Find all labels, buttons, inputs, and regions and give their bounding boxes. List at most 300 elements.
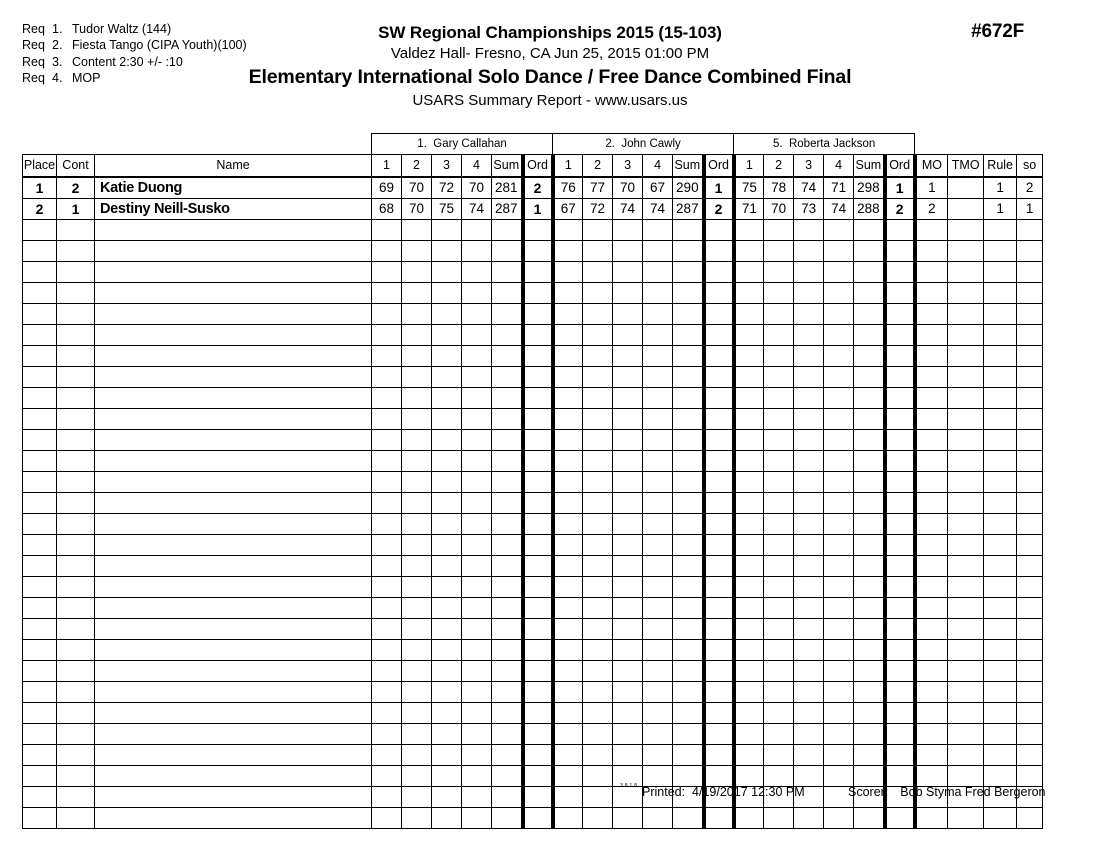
empty-table-row[interactable]	[23, 807, 1043, 828]
empty-cell	[1017, 597, 1043, 618]
empty-cell	[673, 240, 704, 261]
empty-cell	[764, 618, 794, 639]
empty-cell	[372, 408, 402, 429]
empty-cell	[885, 555, 915, 576]
empty-cell	[948, 534, 984, 555]
empty-cell	[95, 534, 372, 555]
empty-cell	[523, 681, 553, 702]
empty-cell	[984, 744, 1017, 765]
empty-cell	[794, 303, 824, 324]
empty-cell	[673, 429, 704, 450]
empty-cell	[854, 513, 885, 534]
empty-table-row[interactable]	[23, 702, 1043, 723]
empty-cell	[95, 807, 372, 828]
empty-cell	[734, 240, 764, 261]
empty-cell	[885, 576, 915, 597]
cell-j3-sum: 298	[854, 177, 885, 199]
empty-cell	[432, 450, 462, 471]
empty-cell	[673, 282, 704, 303]
empty-table-row[interactable]	[23, 345, 1043, 366]
empty-cell	[523, 660, 553, 681]
empty-cell	[613, 660, 643, 681]
empty-cell	[643, 387, 673, 408]
empty-table-row[interactable]	[23, 555, 1043, 576]
col-header-j3-sum: Sum	[854, 154, 885, 177]
empty-cell	[462, 303, 492, 324]
empty-cell	[523, 492, 553, 513]
cell-j3-s2: 78	[764, 177, 794, 199]
empty-cell	[794, 597, 824, 618]
col-header-j1-sum: Sum	[492, 154, 523, 177]
empty-cell	[984, 219, 1017, 240]
empty-cell	[885, 408, 915, 429]
empty-cell	[523, 324, 553, 345]
empty-cell	[492, 702, 523, 723]
empty-cell	[854, 618, 885, 639]
empty-cell	[948, 597, 984, 618]
empty-cell	[915, 219, 948, 240]
empty-cell	[402, 408, 432, 429]
empty-cell	[583, 639, 613, 660]
empty-cell	[643, 366, 673, 387]
cell-rule: 1	[984, 198, 1017, 219]
empty-cell	[643, 513, 673, 534]
col-header-j3-s1: 1	[734, 154, 764, 177]
empty-table-row[interactable]	[23, 219, 1043, 240]
requirement-text: Content 2:30 +/- :10	[72, 54, 183, 69]
empty-cell	[854, 702, 885, 723]
cell-j3-sum: 288	[854, 198, 885, 219]
empty-cell	[432, 744, 462, 765]
empty-cell	[1017, 303, 1043, 324]
col-header-mo: MO	[915, 154, 948, 177]
empty-cell	[57, 219, 95, 240]
empty-cell	[794, 345, 824, 366]
empty-cell	[915, 513, 948, 534]
empty-cell	[23, 807, 57, 828]
empty-table-row[interactable]	[23, 450, 1043, 471]
empty-table-row[interactable]	[23, 534, 1043, 555]
empty-cell	[673, 345, 704, 366]
empty-cell	[372, 618, 402, 639]
empty-cell	[462, 450, 492, 471]
empty-cell	[372, 387, 402, 408]
empty-cell	[95, 387, 372, 408]
requirement-number: 4.	[52, 71, 63, 86]
empty-cell	[553, 576, 583, 597]
cell-j2-s1: 67	[553, 198, 583, 219]
empty-cell	[824, 408, 854, 429]
empty-cell	[734, 660, 764, 681]
empty-cell	[95, 450, 372, 471]
cell-j3-s4: 74	[824, 198, 854, 219]
empty-cell	[462, 723, 492, 744]
empty-cell	[824, 387, 854, 408]
empty-table-row[interactable]	[23, 324, 1043, 345]
empty-cell	[613, 513, 643, 534]
empty-cell	[824, 513, 854, 534]
empty-cell	[854, 534, 885, 555]
judge-number: 5.	[772, 137, 783, 150]
empty-cell	[23, 618, 57, 639]
col-header-rule: Rule	[984, 154, 1017, 177]
empty-cell	[704, 534, 734, 555]
empty-cell	[492, 303, 523, 324]
empty-cell	[523, 408, 553, 429]
empty-cell	[372, 471, 402, 492]
empty-cell	[915, 366, 948, 387]
empty-cell	[492, 240, 523, 261]
empty-cell	[402, 660, 432, 681]
empty-table-row[interactable]	[23, 387, 1043, 408]
empty-cell	[57, 597, 95, 618]
empty-cell	[1017, 324, 1043, 345]
empty-cell	[854, 408, 885, 429]
empty-cell	[824, 597, 854, 618]
col-header-j2-ord: Ord	[704, 154, 734, 177]
col-header-j1-s2: 2	[402, 154, 432, 177]
empty-cell	[583, 345, 613, 366]
empty-cell	[402, 282, 432, 303]
empty-cell	[824, 471, 854, 492]
empty-cell	[57, 744, 95, 765]
empty-table-row[interactable]	[23, 597, 1043, 618]
empty-cell	[432, 345, 462, 366]
empty-cell	[462, 618, 492, 639]
empty-table-row[interactable]	[23, 681, 1043, 702]
empty-table-row[interactable]	[23, 660, 1043, 681]
report-subtitle: USARS Summary Report - www.usars.us	[412, 92, 688, 109]
empty-cell	[95, 261, 372, 282]
empty-cell	[984, 597, 1017, 618]
empty-cell	[824, 681, 854, 702]
empty-cell	[583, 555, 613, 576]
empty-cell	[984, 345, 1017, 366]
empty-cell	[95, 576, 372, 597]
empty-cell	[764, 723, 794, 744]
empty-cell	[462, 597, 492, 618]
empty-cell	[523, 744, 553, 765]
empty-cell	[734, 534, 764, 555]
empty-table-row[interactable]	[23, 513, 1043, 534]
table-row[interactable]	[23, 198, 1043, 219]
empty-cell	[734, 681, 764, 702]
empty-cell	[492, 324, 523, 345]
empty-cell	[1017, 282, 1043, 303]
empty-cell	[95, 219, 372, 240]
empty-cell	[948, 240, 984, 261]
empty-cell	[523, 534, 553, 555]
empty-cell	[704, 387, 734, 408]
cell-j2-s4: 74	[643, 198, 673, 219]
empty-cell	[764, 513, 794, 534]
empty-cell	[583, 366, 613, 387]
empty-cell	[613, 807, 643, 828]
empty-cell	[57, 471, 95, 492]
empty-cell	[764, 471, 794, 492]
empty-cell	[673, 324, 704, 345]
empty-cell	[583, 744, 613, 765]
empty-cell	[1017, 408, 1043, 429]
empty-cell	[57, 450, 95, 471]
printed-label: Printed:	[642, 785, 686, 799]
cell-mo: 2	[915, 198, 948, 219]
empty-cell	[794, 429, 824, 450]
empty-cell	[372, 723, 402, 744]
empty-cell	[984, 450, 1017, 471]
cell-j1-sum: 287	[492, 198, 523, 219]
empty-cell	[553, 429, 583, 450]
empty-cell	[462, 240, 492, 261]
cell-j3-s3: 74	[794, 177, 824, 199]
empty-cell	[462, 345, 492, 366]
empty-cell	[523, 429, 553, 450]
col-header-place: Place	[23, 154, 57, 177]
empty-cell	[734, 576, 764, 597]
empty-cell	[734, 513, 764, 534]
empty-cell	[583, 471, 613, 492]
empty-cell	[824, 702, 854, 723]
empty-cell	[854, 303, 885, 324]
empty-cell	[492, 576, 523, 597]
empty-cell	[583, 681, 613, 702]
empty-cell	[673, 618, 704, 639]
empty-cell	[57, 723, 95, 744]
empty-cell	[794, 387, 824, 408]
empty-cell	[23, 303, 57, 324]
empty-table-row[interactable]	[23, 240, 1043, 261]
empty-cell	[613, 492, 643, 513]
requirement-text: Fiesta Tango (CIPA Youth)(100)	[72, 38, 247, 53]
empty-cell	[492, 618, 523, 639]
empty-cell	[673, 534, 704, 555]
empty-cell	[854, 429, 885, 450]
empty-cell	[57, 618, 95, 639]
empty-cell	[704, 807, 734, 828]
empty-cell	[523, 387, 553, 408]
empty-cell	[492, 597, 523, 618]
empty-cell	[553, 240, 583, 261]
empty-cell	[854, 282, 885, 303]
empty-cell	[462, 639, 492, 660]
empty-cell	[432, 534, 462, 555]
cell-j1-s4: 70	[462, 177, 492, 199]
empty-cell	[764, 303, 794, 324]
empty-cell	[794, 723, 824, 744]
empty-cell	[794, 618, 824, 639]
empty-cell	[824, 450, 854, 471]
empty-cell	[23, 366, 57, 387]
empty-cell	[734, 429, 764, 450]
empty-cell	[57, 387, 95, 408]
empty-cell	[854, 555, 885, 576]
empty-cell	[734, 639, 764, 660]
empty-table-row[interactable]	[23, 303, 1043, 324]
empty-cell	[95, 282, 372, 303]
cell-j1-s4: 74	[462, 198, 492, 219]
empty-cell	[23, 408, 57, 429]
empty-cell	[885, 429, 915, 450]
empty-cell	[57, 702, 95, 723]
empty-cell	[432, 471, 462, 492]
judge-number: 2.	[605, 137, 615, 150]
empty-cell	[984, 492, 1017, 513]
empty-cell	[794, 534, 824, 555]
empty-cell	[613, 366, 643, 387]
empty-table-row[interactable]	[23, 408, 1043, 429]
cell-j1-s1: 68	[372, 198, 402, 219]
empty-cell	[372, 534, 402, 555]
empty-cell	[734, 408, 764, 429]
empty-cell	[553, 471, 583, 492]
empty-cell	[824, 807, 854, 828]
empty-table-row[interactable]	[23, 471, 1043, 492]
empty-cell	[824, 618, 854, 639]
empty-cell	[794, 660, 824, 681]
cell-j3-ord: 2	[885, 198, 915, 219]
cell-j1-ord: 1	[523, 198, 553, 219]
empty-cell	[462, 492, 492, 513]
cell-cont: 1	[57, 198, 95, 219]
empty-cell	[57, 408, 95, 429]
empty-table-row[interactable]	[23, 366, 1043, 387]
empty-cell	[523, 618, 553, 639]
empty-cell	[462, 429, 492, 450]
empty-cell	[553, 723, 583, 744]
empty-cell	[915, 534, 948, 555]
empty-cell	[885, 660, 915, 681]
empty-cell	[372, 450, 402, 471]
empty-cell	[984, 702, 1017, 723]
empty-cell	[372, 639, 402, 660]
empty-cell	[643, 450, 673, 471]
empty-cell	[948, 450, 984, 471]
empty-table-row[interactable]	[23, 744, 1043, 765]
empty-cell	[915, 576, 948, 597]
empty-cell	[372, 555, 402, 576]
empty-cell	[984, 618, 1017, 639]
empty-cell	[372, 429, 402, 450]
empty-cell	[885, 723, 915, 744]
empty-cell	[95, 702, 372, 723]
empty-cell	[613, 744, 643, 765]
empty-cell	[583, 576, 613, 597]
empty-cell	[583, 513, 613, 534]
empty-cell	[673, 492, 704, 513]
empty-cell	[984, 240, 1017, 261]
cell-j1-ord: 2	[523, 177, 553, 199]
empty-cell	[95, 513, 372, 534]
empty-cell	[885, 471, 915, 492]
empty-cell	[948, 555, 984, 576]
cell-j2-s1: 76	[553, 177, 583, 199]
empty-cell	[402, 492, 432, 513]
judge-band-row	[23, 134, 1043, 155]
empty-cell	[23, 261, 57, 282]
empty-cell	[462, 324, 492, 345]
empty-cell	[764, 576, 794, 597]
empty-cell	[915, 261, 948, 282]
empty-cell	[553, 261, 583, 282]
empty-cell	[734, 219, 764, 240]
empty-cell	[1017, 471, 1043, 492]
empty-cell	[523, 597, 553, 618]
empty-cell	[95, 618, 372, 639]
requirement-label: Req	[22, 22, 45, 36]
cell-j2-s2: 72	[583, 198, 613, 219]
empty-cell	[523, 702, 553, 723]
results-table	[22, 133, 1046, 829]
col-header-j3-s3: 3	[794, 154, 824, 177]
empty-cell	[95, 597, 372, 618]
empty-cell	[402, 345, 432, 366]
scorer-info	[848, 785, 1046, 799]
empty-table-row[interactable]	[23, 639, 1043, 660]
empty-cell	[885, 366, 915, 387]
empty-cell	[673, 555, 704, 576]
empty-cell	[764, 492, 794, 513]
empty-cell	[643, 345, 673, 366]
empty-cell	[764, 450, 794, 471]
empty-table-row[interactable]	[23, 618, 1043, 639]
empty-cell	[734, 282, 764, 303]
empty-cell	[492, 681, 523, 702]
empty-cell	[583, 429, 613, 450]
empty-cell	[57, 282, 95, 303]
scorer-label: Scorer:	[848, 785, 889, 799]
empty-cell	[462, 555, 492, 576]
empty-table-row[interactable]	[23, 282, 1043, 303]
empty-cell	[492, 450, 523, 471]
empty-cell	[23, 492, 57, 513]
requirement-label: Req	[22, 54, 45, 69]
empty-cell	[673, 807, 704, 828]
empty-cell	[794, 681, 824, 702]
venue-datetime: Valdez Hall- Fresno, CA Jun 25, 2015 01:00 PM	[390, 45, 710, 62]
empty-cell	[885, 681, 915, 702]
empty-cell	[984, 807, 1017, 828]
empty-table-row[interactable]	[23, 576, 1043, 597]
empty-table-row[interactable]	[23, 261, 1043, 282]
empty-cell	[613, 345, 643, 366]
empty-table-row[interactable]	[23, 429, 1043, 450]
empty-cell	[462, 366, 492, 387]
empty-cell	[794, 450, 824, 471]
empty-cell	[854, 681, 885, 702]
empty-cell	[734, 366, 764, 387]
empty-cell	[402, 555, 432, 576]
empty-cell	[704, 408, 734, 429]
empty-cell	[553, 345, 583, 366]
empty-cell	[948, 261, 984, 282]
cell-j1-s1: 69	[372, 177, 402, 199]
empty-cell	[854, 345, 885, 366]
empty-cell	[613, 618, 643, 639]
judge-header-1	[372, 134, 553, 155]
cell-j2-s3: 74	[613, 198, 643, 219]
table-row[interactable]	[23, 177, 1043, 199]
empty-cell	[824, 366, 854, 387]
empty-cell	[824, 324, 854, 345]
empty-table-row[interactable]	[23, 492, 1043, 513]
empty-cell	[553, 219, 583, 240]
empty-cell	[673, 660, 704, 681]
empty-cell	[432, 513, 462, 534]
empty-table-row[interactable]	[23, 723, 1043, 744]
report-footer	[22, 783, 1046, 801]
empty-cell	[704, 450, 734, 471]
empty-cell	[583, 660, 613, 681]
